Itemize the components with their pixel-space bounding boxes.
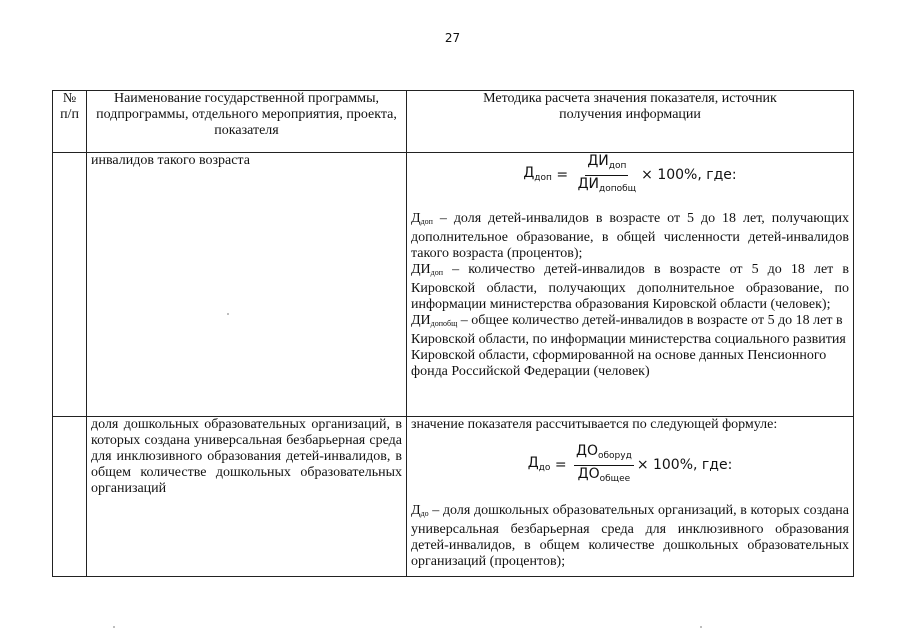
formula-fraction xyxy=(576,153,639,198)
scan-speck xyxy=(700,626,702,628)
header-name: Наименование государственной программы, подпрограммы, отдельного мероприятия, проекта, показателя xyxy=(87,91,407,153)
formula-numerator: $ДО_{оборуд}$ xyxy=(574,443,634,466)
formula-intro: значение показателя рассчитывается по следующей формуле: xyxy=(411,417,778,432)
scan-speck xyxy=(227,313,229,315)
indicator-table xyxy=(52,90,854,577)
formula-fraction xyxy=(574,443,634,488)
definitions xyxy=(411,211,849,380)
row-num-cell xyxy=(53,153,87,417)
row-num-cell xyxy=(53,417,87,577)
definition-item: $ДИ_{допобщ}$ – общее количество детей-инвалидов в возрасте от 5 до 18 лет в Кировской области, по информации министерства социального развития Кировской области, сформированной на основе данных Пенсионного фонда Российской Федерации (человек) xyxy=(411,313,846,379)
row-name-cell: инвалидов такого возраста xyxy=(87,153,407,417)
formula-denominator: $ДО_{общее}$ xyxy=(577,465,631,484)
definition-item: $Д_{доп}$ – доля детей-инвалидов в возрасте от 5 до 18 лет, получающих дополнительное образование, в общей численности детей-инвалидов такого возраста (процентов); xyxy=(411,211,849,261)
formula-numerator: $ДИ_{доп}$ xyxy=(585,153,628,176)
header-method: Методика расчета значения показателя, источник получения информации xyxy=(407,91,854,153)
formula-tail: × 100%, где: xyxy=(636,457,733,473)
formula-lhs: $Д_{доп}$ xyxy=(523,164,552,183)
formula-lhs: $Д_{до}$ xyxy=(527,454,551,473)
table-header-row xyxy=(53,91,854,153)
table-row xyxy=(53,153,854,417)
row-method-cell xyxy=(407,153,854,417)
definitions xyxy=(411,503,849,570)
header-num: № п/п xyxy=(53,91,87,153)
page-number: 27 xyxy=(444,31,461,45)
formula-equals: = xyxy=(551,167,573,183)
scan-speck xyxy=(113,626,115,628)
row-method-cell xyxy=(407,417,854,577)
definition-item: $Д_{до}$ – доля дошкольных образовательных организаций, в которых создана универсальная безбарьерная среда для инклюзивного образования детей-инвалидов, в общем количестве дошкольных образовательных организаций (процентов); xyxy=(411,503,849,569)
formula-tail: × 100%, где: xyxy=(641,167,737,183)
formula-ddo xyxy=(411,442,849,485)
formula-ddop xyxy=(411,153,849,195)
row-name-cell: доля дошкольных образовательных организаций, в которых создана универсальная безбарьерная среда для инклюзивного образования детей-инвалидов, в общем количестве дошкольных образовательных организаций xyxy=(87,417,407,577)
formula-equals: = xyxy=(550,457,572,473)
table-row xyxy=(53,417,854,577)
definition-item: $ДИ_{доп}$ – количество детей-инвалидов в возрасте от 5 до 18 лет в Кировской области, получающих дополнительное образование, по информации министерства образования Кировской области (человек); xyxy=(411,262,849,312)
formula-denominator: $ДИ_{допобщ}$ xyxy=(577,175,637,194)
